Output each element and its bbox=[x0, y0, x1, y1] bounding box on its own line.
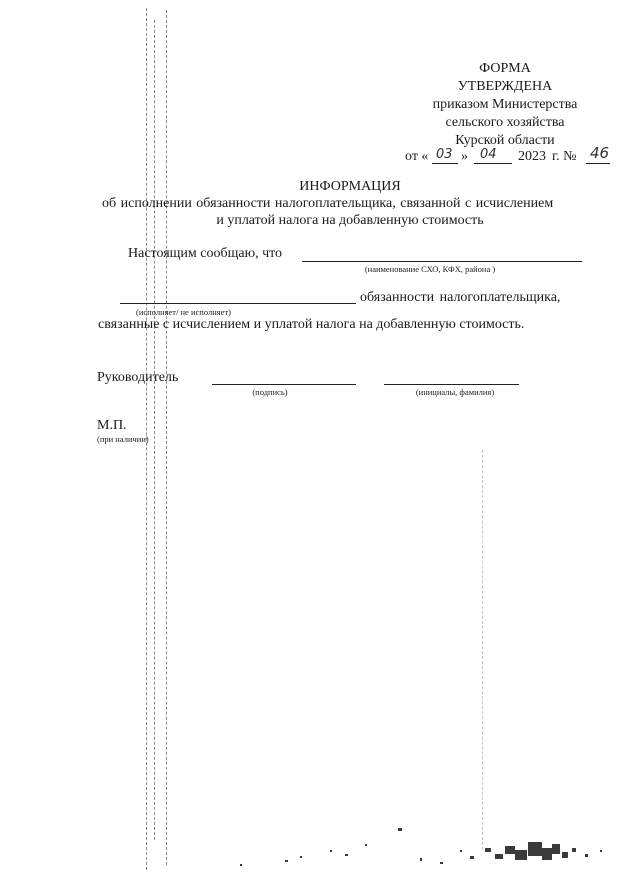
approval-month-underline bbox=[474, 163, 512, 164]
approval-number-underline bbox=[586, 163, 610, 164]
document-subtitle-line1: об исполнении обязанности налогоплательщика, связанной с исчислением bbox=[102, 196, 554, 211]
scan-noise-bottom bbox=[0, 820, 640, 880]
approval-day-close: » bbox=[461, 149, 468, 164]
signature-fill-line bbox=[212, 384, 356, 385]
org-name-hint: (наименование СХО, КФХ, района ) bbox=[364, 264, 496, 274]
approval-approved-label: УТВЕРЖДЕНА bbox=[457, 79, 553, 94]
approval-day-underline bbox=[432, 163, 458, 164]
obligation-text: обязанности налогоплательщика, bbox=[360, 290, 561, 305]
fulfill-status-fill-line bbox=[120, 303, 356, 304]
approval-date-prefix: от « bbox=[405, 149, 429, 164]
document-subtitle-line2: и уплатой налога на добавленную стоимость bbox=[216, 213, 484, 228]
approval-day-handwritten: 03 bbox=[436, 147, 453, 162]
scan-line-right bbox=[482, 450, 483, 850]
approval-year: 2023 bbox=[518, 149, 546, 164]
approval-ministry-line: сельского хозяйства bbox=[445, 115, 565, 130]
body-line3: связанные с исчислением и уплатой налога на добавленную стоимость. bbox=[98, 317, 525, 332]
seal-label: М.П. bbox=[97, 418, 127, 433]
name-fill-line bbox=[384, 384, 519, 385]
approval-order-line: приказом Министерства bbox=[432, 97, 578, 112]
scan-line-left-2 bbox=[154, 20, 155, 840]
fulfill-status-hint: (исполняет/ не исполняет) bbox=[136, 307, 231, 317]
org-name-fill-line bbox=[302, 261, 582, 262]
approval-form-label: ФОРМА bbox=[479, 61, 531, 76]
approval-region-line: Курской области bbox=[455, 133, 555, 148]
approval-number-handwritten: 46 bbox=[590, 144, 610, 162]
signature-hint: (подпись) bbox=[252, 387, 288, 397]
approval-number-prefix: г. № bbox=[552, 149, 577, 164]
document-title: ИНФОРМАЦИЯ bbox=[299, 179, 401, 194]
approval-month-handwritten: 04 bbox=[480, 147, 497, 162]
scan-line-left-3 bbox=[166, 10, 167, 865]
name-hint: (инициалы, фамилия) bbox=[415, 387, 495, 397]
signature-role: Руководитель bbox=[97, 370, 179, 385]
intro-text: Настоящим сообщаю, что bbox=[128, 246, 283, 261]
seal-hint: (при наличии) bbox=[97, 434, 149, 444]
